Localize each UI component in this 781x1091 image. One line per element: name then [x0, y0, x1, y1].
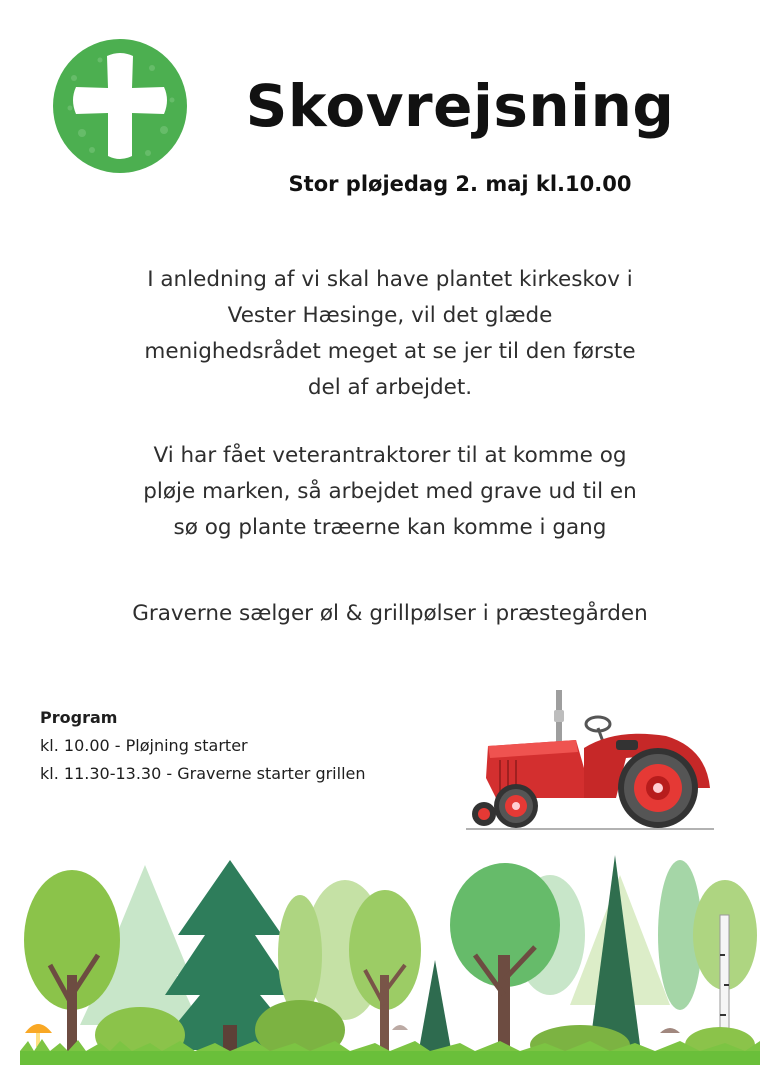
intro-line: menighedsrådet meget at se jer til den første — [144, 339, 636, 364]
program-heading: Program — [40, 708, 118, 727]
program-item: kl. 10.00 - Pløjning starter — [40, 736, 248, 755]
program-section — [40, 704, 366, 788]
tractor-illustration — [466, 688, 716, 833]
food-paragraph: Graverne sælger øl & grillpølser i præstegården — [132, 601, 648, 626]
church-cross-icon — [52, 38, 188, 174]
tractor-line: pløje marken, så arbejdet med grave ud til en — [143, 479, 637, 504]
intro-line: Vester Hæsinge, vil det glæde — [227, 303, 553, 328]
forest-illustration — [20, 855, 760, 1075]
tractor-paragraph — [80, 438, 700, 546]
intro-line: I anledning af vi skal have plantet kirkeskov i — [147, 267, 633, 292]
tractor-line: sø og plante træerne kan komme i gang — [173, 515, 607, 540]
intro-paragraph — [80, 262, 700, 406]
page-title: Skovrejsning — [245, 72, 675, 140]
event-subtitle: Stor pløjedag 2. maj kl.10.00 — [288, 172, 632, 196]
tractor-line: Vi har fået veterantraktorer til at komme og — [153, 443, 627, 468]
intro-line: del af arbejdet. — [307, 375, 473, 400]
program-item: kl. 11.30-13.30 - Graverne starter grillen — [40, 764, 366, 783]
